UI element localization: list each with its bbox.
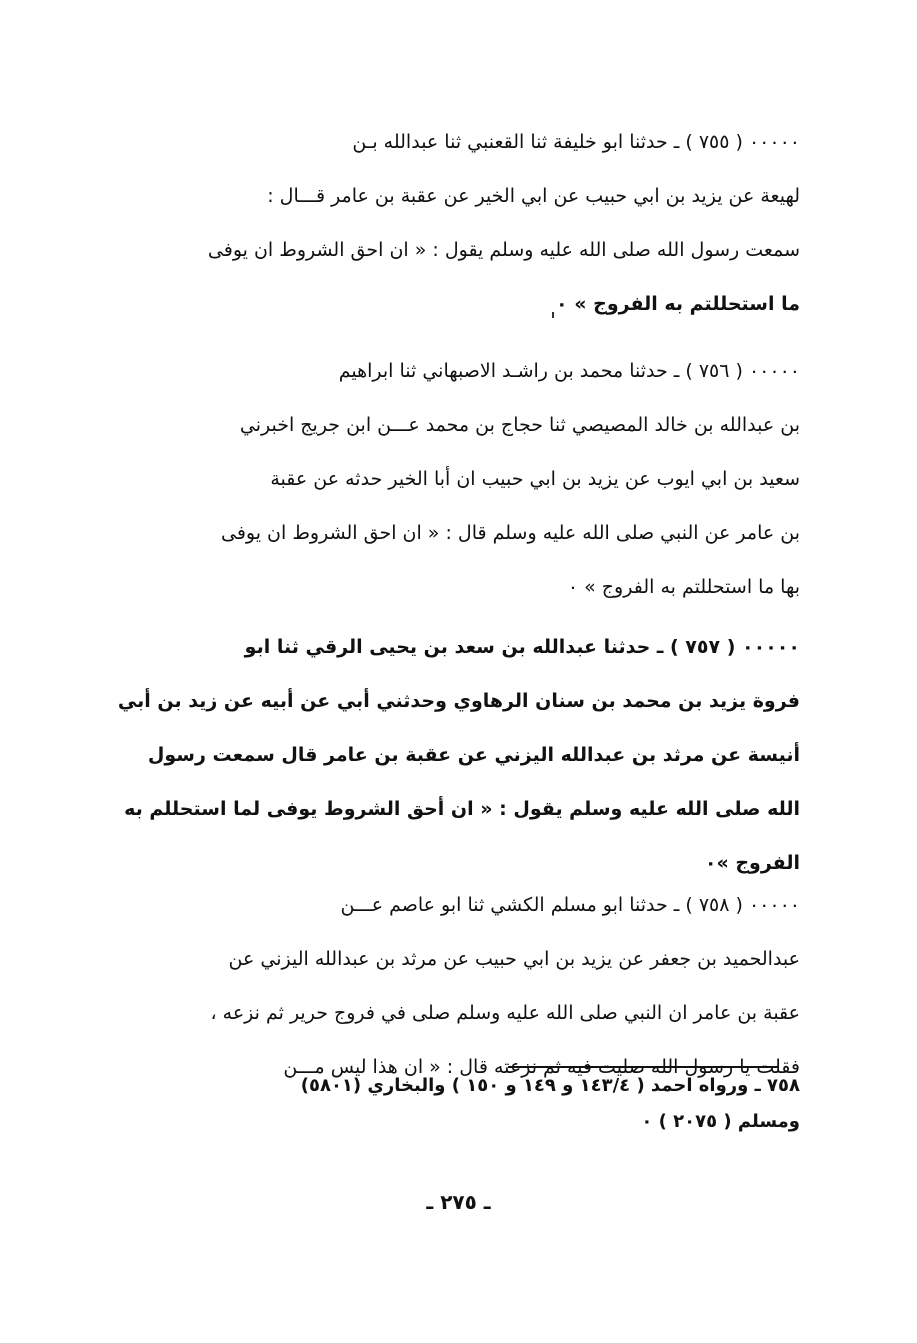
hadith-756-paragraph bbox=[78, 344, 800, 614]
text-line: فروة يزيد بن محمد بن سنان الرهاوي وحدثني أبي عن أبيه عن زيد بن أبي bbox=[117, 690, 800, 712]
footnote-block bbox=[78, 1068, 800, 1140]
text-line: فقلت يا رسول الله صليت فيه ثم نزعته قال : « ان هذا ليس مـــن bbox=[283, 1056, 800, 1078]
text-line: بها ما استحللتم به الفروج » ٠ bbox=[567, 576, 800, 598]
footnote-line: ومسلم ( ٢٠٧٥ ) ٠ bbox=[641, 1111, 800, 1132]
text-line: لهيعة عن يزيد بن ابي حبيب عن ابي الخير عن عقبة بن عامر قـــال : bbox=[267, 185, 800, 207]
text-line: ٠٠٠٠٠ ( ٧٥٨ ) ـ حدثنا ابو مسلم الكشي ثنا ابو عاصم عـــن bbox=[340, 894, 800, 916]
footnote-line: ٧٥٨ ـ ورواه احمد ( ١٤٣/٤ و ١٤٩ و ١٥٠ ) والبخاري (٥٨٠١) bbox=[300, 1075, 800, 1096]
hadith-755-paragraph bbox=[78, 115, 800, 331]
text-line: ٠٠٠٠٠ ( ٧٥٧ ) ـ حدثنا عبدالله بن سعد بن يحيى الرقي ثنا ابو bbox=[244, 636, 800, 658]
hadith-758-paragraph bbox=[78, 878, 800, 1094]
page-number: ـ ٢٧٥ ـ bbox=[426, 1190, 491, 1214]
text-line: عبدالحميد بن جعفر عن يزيد بن ابي حبيب عن مرثد بن عبدالله اليزني عن bbox=[228, 948, 800, 970]
text-line: سمعت رسول الله صلى الله عليه وسلم يقول : « ان احق الشروط ان يوفى bbox=[207, 239, 800, 261]
print-speck bbox=[552, 312, 554, 318]
text-line: بن عامر عن النبي صلى الله عليه وسلم قال : « ان احق الشروط ان يوفى bbox=[221, 522, 800, 544]
text-line: أنيسة عن مرثد بن عبدالله اليزني عن عقبة بن عامر قال سمعت رسول bbox=[147, 744, 800, 766]
text-line: ما استحللتم به الفروج » ٠ bbox=[556, 293, 800, 315]
hadith-757-paragraph bbox=[78, 620, 800, 890]
text-line: الله صلى الله عليه وسلم يقول : « ان أحق الشروط يوفى لما استحللم به bbox=[124, 798, 800, 820]
text-line: سعيد بن ابي ايوب عن يزيد بن ابي حبيب ان أبا الخير حدثه عن عقبة bbox=[270, 468, 800, 490]
text-line: الفروج »٠ bbox=[704, 852, 800, 874]
text-line: ٠٠٠٠٠ ( ٧٥٦ ) ـ حدثنا محمد بن راشـد الاصبهاني ثنا ابراهيم bbox=[338, 360, 800, 382]
text-line: عقبة بن عامر ان النبي صلى الله عليه وسلم صلى في فروج حرير ثم نزعه ، bbox=[210, 1002, 800, 1024]
text-line: ٠٠٠٠٠ ( ٧٥٥ ) ـ حدثنا ابو خليفة ثنا القعنبي ثنا عبدالله بـن bbox=[352, 131, 800, 153]
text-line: بن عبدالله بن خالد المصيصي ثنا حجاج بن محمد عـــن ابن جريج اخبرني bbox=[239, 414, 800, 436]
